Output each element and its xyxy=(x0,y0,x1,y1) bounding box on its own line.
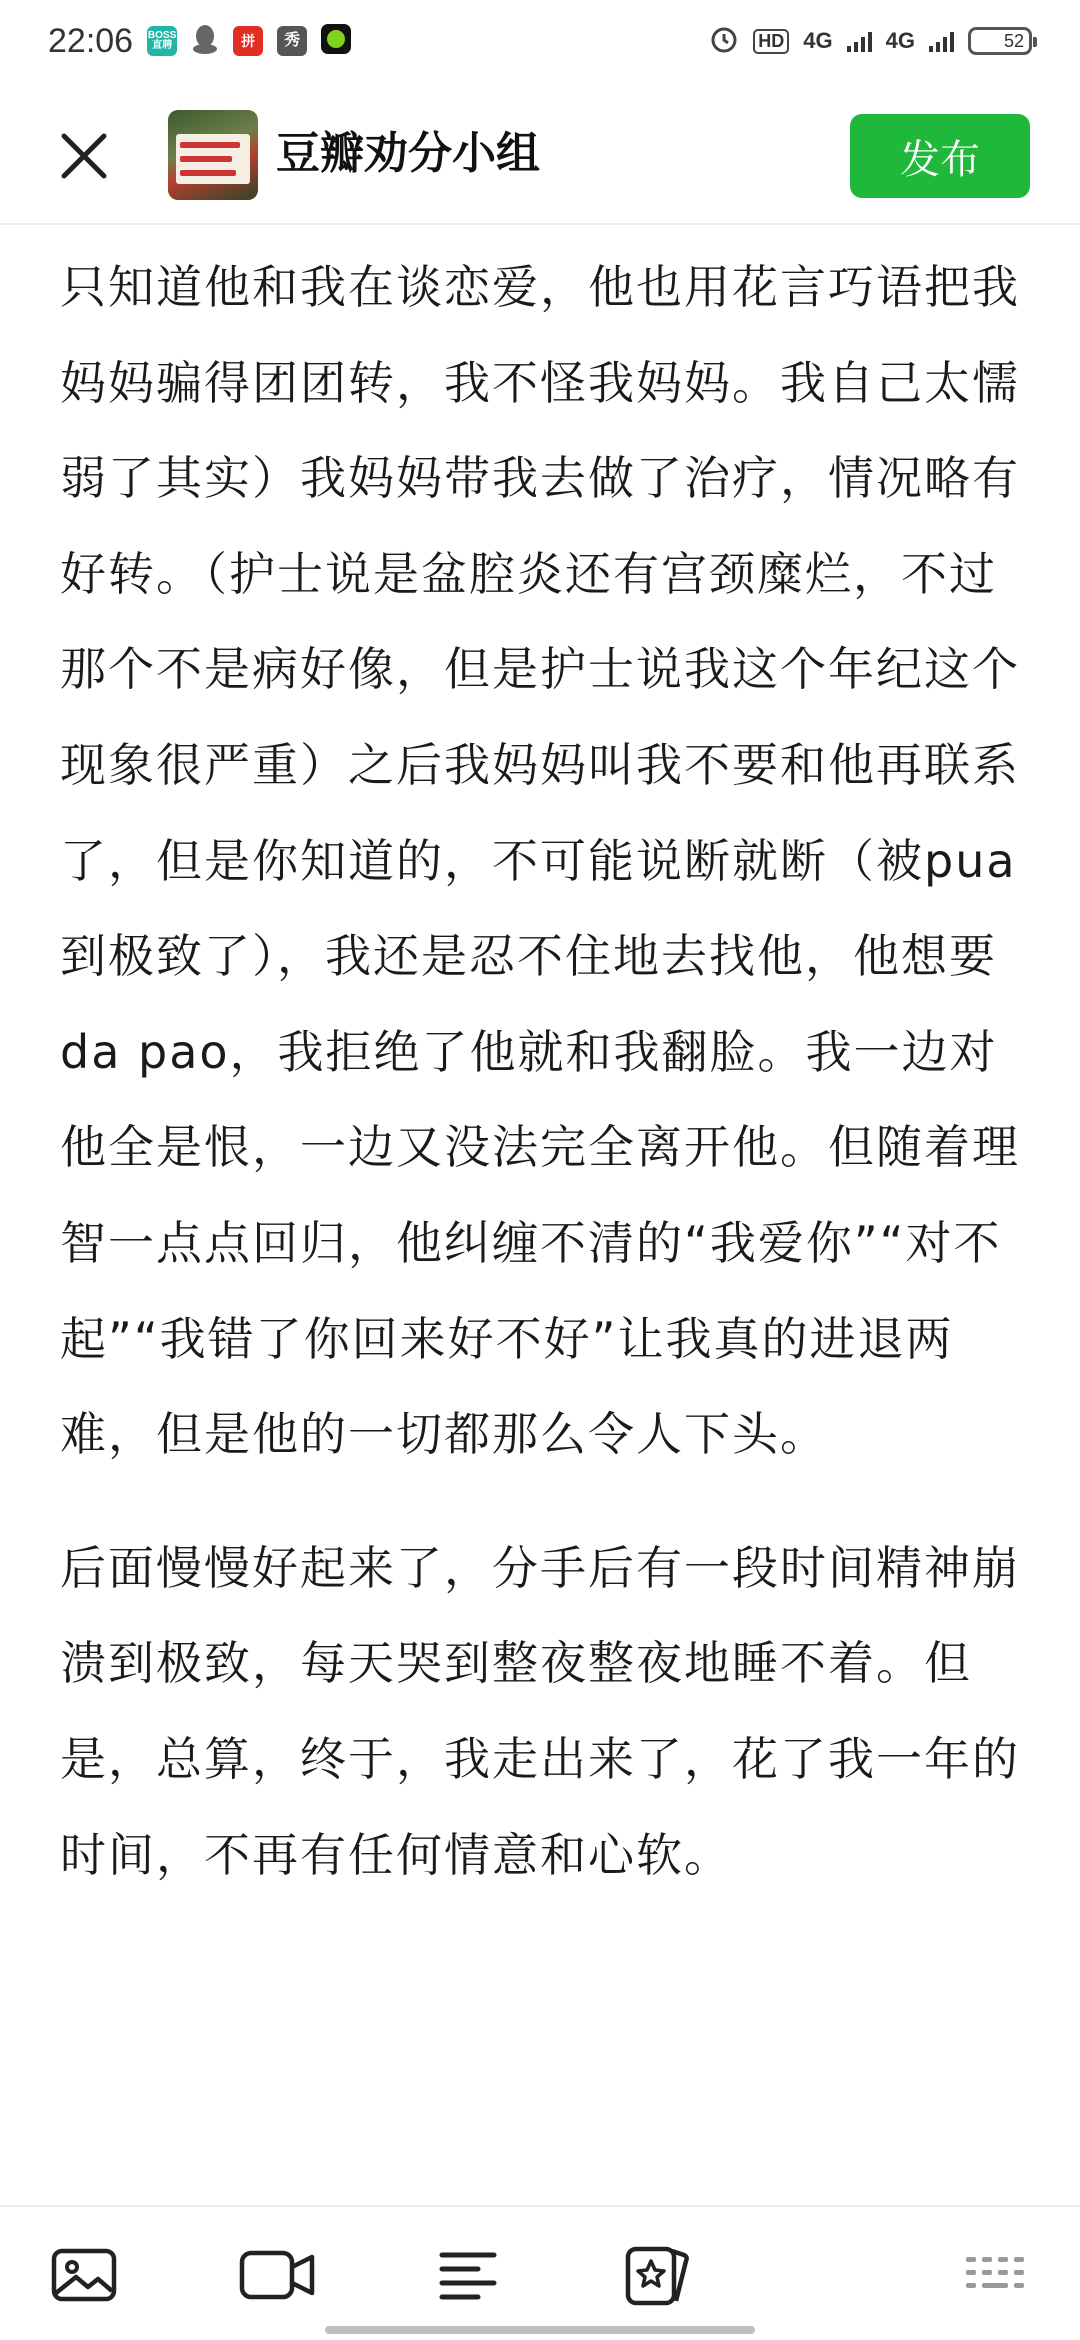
alarm-icon xyxy=(709,24,739,58)
signal-icon-2 xyxy=(929,30,954,52)
battery-icon xyxy=(968,27,1032,55)
status-bar-right xyxy=(709,24,1032,58)
avatar-sign-line xyxy=(180,142,240,148)
close-button[interactable] xyxy=(52,124,116,188)
avatar-sign-line xyxy=(180,156,232,162)
group-avatar[interactable] xyxy=(168,110,258,200)
avatar-sign-line xyxy=(180,170,236,176)
network-type-2: 4G xyxy=(885,28,915,53)
text-format-button[interactable] xyxy=(432,2239,504,2311)
xiu-app-icon: 秀 xyxy=(277,26,307,56)
hd-label: HD xyxy=(753,29,789,54)
editor-toolbar xyxy=(0,2205,1080,2340)
green-app-icon xyxy=(321,24,351,58)
signal-icon xyxy=(847,30,872,52)
keyboard-button[interactable] xyxy=(960,2239,1032,2311)
status-bar xyxy=(0,0,1080,82)
pinduoduo-icon: 拼 xyxy=(233,26,263,56)
status-bar-left xyxy=(48,22,351,61)
sticker-button[interactable] xyxy=(622,2239,694,2311)
post-paragraph[interactable]: 只知道他和我在谈恋爱，他也用花言巧语把我妈妈骗得团团转，我不怪我妈妈。我自己太懦弱了其实）我妈妈带我去做了治疗，情况略有好转。（护士说是盆腔炎还有宫颈糜烂，不过那个不是病好像，但是护士说我这个年纪这个现象很严重）之后我妈妈叫我不要和他再联系了，但是你知道的，不可能说断就断（被pua到极致了），我还是忍不住地去找他，他想要da pao，我拒绝了他就和我翻脸。我一边对他全是恨，一边又没法完全离开他。但随着理智一点点回归，他纠缠不清的“我爱你”“对不起”“我错了你回来好不好”让我真的进退两难，但是他的一切都那么令人下头。 xyxy=(60,260,1020,1462)
status-time: 22:06 xyxy=(48,21,134,60)
post-paragraph[interactable]: 后面慢慢好起来了，分手后有一段时间精神崩溃到极致，每天哭到整夜整夜地睡不着。但是，总算，终于，我走出来了，花了我一年的时间，不再有任何情意和心软。 xyxy=(60,1540,1020,1882)
keyboard-icon xyxy=(960,2239,1032,2311)
image-icon xyxy=(48,2239,120,2311)
publish-button[interactable]: 发布 xyxy=(850,114,1030,198)
group-header xyxy=(0,100,1080,225)
battery-level: 52 xyxy=(1004,30,1025,51)
home-indicator[interactable] xyxy=(325,2326,755,2334)
insert-image-button[interactable] xyxy=(48,2239,120,2311)
video-icon xyxy=(238,2239,318,2311)
group-title[interactable]: 豆瓣劝分小组 xyxy=(276,128,540,179)
star-card-icon xyxy=(622,2239,694,2311)
boss-zhipin-icon: BOSS直聘 xyxy=(147,26,177,56)
post-body[interactable] xyxy=(60,240,1020,1903)
text-format-icon xyxy=(432,2239,504,2311)
qq-penguin-icon xyxy=(191,23,219,59)
close-icon xyxy=(58,130,110,182)
network-type-1: 4G xyxy=(803,28,833,53)
insert-video-button[interactable] xyxy=(238,2239,310,2311)
